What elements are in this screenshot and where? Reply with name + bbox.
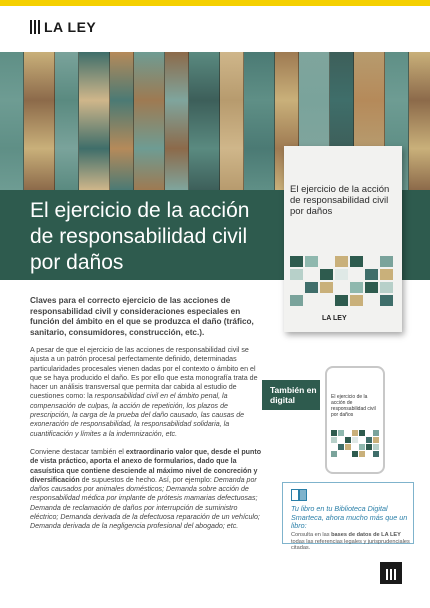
cover-tile <box>320 282 333 293</box>
cover-tile <box>290 269 303 280</box>
open-book-icon <box>291 489 307 501</box>
wood-plank <box>165 52 189 190</box>
phone-tile <box>338 444 344 450</box>
cover-tile <box>335 269 348 280</box>
phone-tile <box>359 444 365 450</box>
cover-tile <box>350 282 363 293</box>
phone-tile <box>366 437 372 443</box>
phone-tile <box>359 430 365 436</box>
phone-tile <box>366 444 372 450</box>
phone-tile <box>352 430 358 436</box>
phone-tile <box>373 444 379 450</box>
wood-plank <box>189 52 220 190</box>
cover-tile <box>305 256 318 267</box>
phone-tile <box>352 451 358 457</box>
phone-tile <box>338 430 344 436</box>
cover-tile <box>380 256 393 267</box>
cover-tile <box>350 295 363 306</box>
wood-plank <box>244 52 275 190</box>
wood-plank <box>409 52 430 190</box>
cover-tile <box>365 269 378 280</box>
phone-tile <box>352 437 358 443</box>
wood-plank <box>220 52 244 190</box>
cover-tile <box>380 282 393 293</box>
brand-logo <box>30 19 96 35</box>
wood-plank <box>55 52 79 190</box>
phone-tile <box>331 430 337 436</box>
smarteca-box <box>282 482 414 552</box>
brand-name: LA LEY <box>44 19 97 35</box>
phone-tile <box>373 451 379 457</box>
phone-tile <box>331 437 337 443</box>
smarteca-heading: Tu libro en tu Biblioteca Digital Smarteca, ahora mucho más que un libro: <box>291 504 408 531</box>
book-cover-title: El ejercicio de la acción de responsabilidad civil por daños <box>290 184 390 217</box>
phone-book-title: El ejercicio de la acción de responsabilidad civil por daños <box>331 394 376 418</box>
intro-paragraph: Claves para el correcto ejercicio de las acciones de responsabilidad civil y consideraciones especiales en función del ámbito en el que se produzca el daño (tráfico, sanitario, consumidores, construcción, etc.). <box>30 296 254 337</box>
book-publisher: LA LEY <box>322 315 347 322</box>
smarteca-text: Consulta en las bases de datos de LA LEY todas las referencias legales y jurisprudenciales citadas. <box>291 532 410 552</box>
phone-tile <box>331 451 337 457</box>
cover-tile <box>335 256 348 267</box>
book-cover <box>284 146 402 332</box>
phone-mockup <box>325 366 385 474</box>
phone-tile <box>373 430 379 436</box>
phone-tile <box>345 444 351 450</box>
top-accent-bar <box>0 0 430 6</box>
phone-tile <box>373 437 379 443</box>
wood-plank <box>134 52 165 190</box>
wood-plank <box>24 52 55 190</box>
wood-plank <box>110 52 134 190</box>
la-ley-mark-icon <box>380 562 402 584</box>
cover-tile <box>365 282 378 293</box>
cover-tile <box>350 256 363 267</box>
la-ley-logo-icon <box>30 20 40 34</box>
cover-tile <box>305 282 318 293</box>
cover-tile <box>380 295 393 306</box>
cover-tile <box>290 256 303 267</box>
cover-tile <box>290 295 303 306</box>
page-title: El ejercicio de la acción de responsabilidad civil por daños <box>30 199 250 274</box>
digital-badge: También en digital <box>262 380 320 410</box>
cover-tile <box>335 295 348 306</box>
description-paragraph-2: Conviene destacar también el extraordinario valor que, desde el punto de vista práctico, aporta el anexo de formularios, dado que la casuística que contiene desciende al máximo nivel de concreción y diversificación de supuestos de hecho. Así, por ejemplo: Demanda por daños causados por animales domésticos; Demanda sobre acción de responsabilidad médica por implante de prótesis mamarias defectuosas; Demanda de reclamación de daños por interrupción de suministro eléctrico; Demanda derivada de la defectuosa reparación de un vehículo; Demanda derivada de la negligencia profesional del abogado; etc. <box>30 448 262 531</box>
phone-tile <box>359 451 365 457</box>
description-paragraph-1: A pesar de que el ejercicio de las acciones de responsabilidad civil se ajusta a un patrón procesal perfectamente definido, determinadas particularidades procesales vienen dadas por el contexto o ámbito en el que se haya producido el daño. Es por ello que esta monografía trata de hacer un análisis transversal que permita dar cabida al estudio de cuestiones como: la responsabilidad civil en el ámbito penal, la compensación de culpas, la acción de repetición, los plazos de prescripción, la carga de la prueba del daño causado, las causas de exoneración de responsabilidad, la responsabilidad solidaria, la cuantificación y límites a la indemnización, etc. <box>30 346 258 438</box>
phone-tile <box>345 437 351 443</box>
cover-tile <box>320 269 333 280</box>
wood-plank <box>79 52 110 190</box>
cover-tile <box>380 269 393 280</box>
wood-plank <box>0 52 24 190</box>
